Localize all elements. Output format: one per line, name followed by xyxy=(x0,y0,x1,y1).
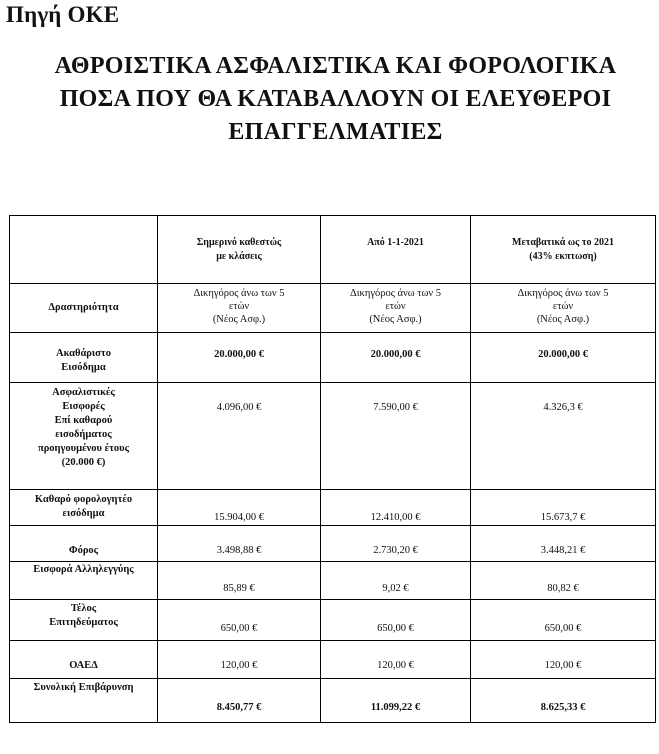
cost-comparison-table xyxy=(9,215,656,723)
table-row-solidarity xyxy=(10,562,656,600)
table-cell: 120,00 € xyxy=(471,641,656,679)
page-title xyxy=(12,50,659,149)
column-header-text: Από 1-1-2021 xyxy=(367,237,424,248)
activity-text: ετών xyxy=(228,301,250,312)
activity-cell xyxy=(471,284,656,333)
title-line: ΑΘΡΟΙΣΤΙΚΑ ΑΣΦΑΛΙΣΤΙΚΑ ΚΑΙ ΦΟΡΟΛΟΓΙΚΑ xyxy=(54,53,617,79)
column-header-transitional xyxy=(471,216,656,284)
row-label-taxable-income xyxy=(10,490,158,526)
table-row-taxable-income xyxy=(10,490,656,526)
row-label-business-fee xyxy=(10,600,158,641)
row-label-oaed: ΟΑΕΔ xyxy=(10,641,158,679)
row-label-text: Καθαρό φορολογητέο xyxy=(34,494,133,505)
row-label-text: προηγουμένου έτους xyxy=(37,443,130,454)
table-row-oaed xyxy=(10,641,656,679)
row-label-text: Εισφορές xyxy=(62,401,105,412)
activity-text: ετών xyxy=(552,301,574,312)
column-header-2021 xyxy=(321,216,471,284)
table-cell: 4.096,00 € xyxy=(158,383,321,490)
table-cell: 15.673,7 € xyxy=(471,490,656,526)
table-row-tax xyxy=(10,526,656,562)
table-cell: 4.326,3 € xyxy=(471,383,656,490)
table-cell: 2.730,20 € xyxy=(321,526,471,562)
table-cell: 120,00 € xyxy=(158,641,321,679)
activity-cell xyxy=(158,284,321,333)
table-cell: 650,00 € xyxy=(158,600,321,641)
activity-text: (Νέος Ασφ.) xyxy=(369,314,422,325)
row-label-text: Ασφαλιστικές xyxy=(52,387,115,398)
title-line: ΕΠΑΓΓΕΛΜΑΤΙΕΣ xyxy=(228,119,443,145)
row-label-text: Ακαθάριστο xyxy=(56,348,111,359)
table-cell: 20.000,00 € xyxy=(471,333,656,383)
table-row-activity xyxy=(10,284,656,333)
row-label-text: εισοδήματος xyxy=(55,429,112,440)
title-line: ΠΟΣΑ ΠΟΥ ΘΑ ΚΑΤΑΒΑΛΛΟΥΝ ΟΙ ΕΛΕΥΘΕΡΟΙ xyxy=(59,86,612,112)
row-label-activity: Δραστηριότητα xyxy=(10,284,158,333)
column-header-text: Σημερινό καθεστώς xyxy=(196,237,282,248)
column-header-text: Μεταβατικά ως το 2021 xyxy=(512,237,614,248)
row-label-solidarity: Εισφορά Αλληλεγγύης xyxy=(10,562,158,600)
table-cell: 650,00 € xyxy=(321,600,471,641)
row-label-text: Εισόδημα xyxy=(61,362,106,373)
row-label-insurance xyxy=(10,383,158,490)
row-label-text: Επιτηδεύματος xyxy=(49,617,118,628)
table-row-gross-income xyxy=(10,333,656,383)
row-label-total: Συνολική Επιβάρυνση xyxy=(10,679,158,723)
activity-cell xyxy=(321,284,471,333)
row-label-text: Επί καθαρού xyxy=(54,415,113,426)
activity-text: Δικηγόρος άνω των 5 xyxy=(193,288,285,299)
activity-text: (Νέος Ασφ.) xyxy=(536,314,590,325)
table-cell: 8.625,33 € xyxy=(471,679,656,723)
column-header-text: (43% εκπτωση) xyxy=(529,251,597,262)
table-cell: 15.904,00 € xyxy=(158,490,321,526)
table-cell: 120,00 € xyxy=(321,641,471,679)
source-label: Πηγή ΟΚΕ xyxy=(6,2,120,27)
table-row-business-fee xyxy=(10,600,656,641)
table-cell: 8.450,77 € xyxy=(158,679,321,723)
column-header-text: με κλάσεις xyxy=(216,251,262,262)
table-row-insurance xyxy=(10,383,656,490)
row-label-text: εισόδημα xyxy=(62,508,105,519)
activity-text: (Νέος Ασφ.) xyxy=(212,314,266,325)
table-row-total xyxy=(10,679,656,723)
table-cell: 12.410,00 € xyxy=(321,490,471,526)
table-cell: 3.498,88 € xyxy=(158,526,321,562)
table-cell: 20.000,00 € xyxy=(158,333,321,383)
row-label-text: Τέλος xyxy=(70,603,97,614)
table-cell: 80,82 € xyxy=(471,562,656,600)
table-cell: 3.448,21 € xyxy=(471,526,656,562)
table-cell: 9,02 € xyxy=(321,562,471,600)
table-corner-cell xyxy=(10,216,158,284)
activity-text: Δικηγόρος άνω των 5 xyxy=(349,288,442,299)
row-label-text: (20.000 €) xyxy=(61,457,106,468)
table-header-row xyxy=(10,216,656,284)
activity-text: ετών xyxy=(385,301,406,312)
table-cell: 85,89 € xyxy=(158,562,321,600)
row-label-gross-income xyxy=(10,333,158,383)
column-header-current xyxy=(158,216,321,284)
table-cell: 11.099,22 € xyxy=(321,679,471,723)
table-cell: 20.000,00 € xyxy=(321,333,471,383)
table-cell: 650,00 € xyxy=(471,600,656,641)
table-cell: 7.590,00 € xyxy=(321,383,471,490)
row-label-tax: Φόρος xyxy=(10,526,158,562)
activity-text: Δικηγόρος άνω των 5 xyxy=(517,288,609,299)
